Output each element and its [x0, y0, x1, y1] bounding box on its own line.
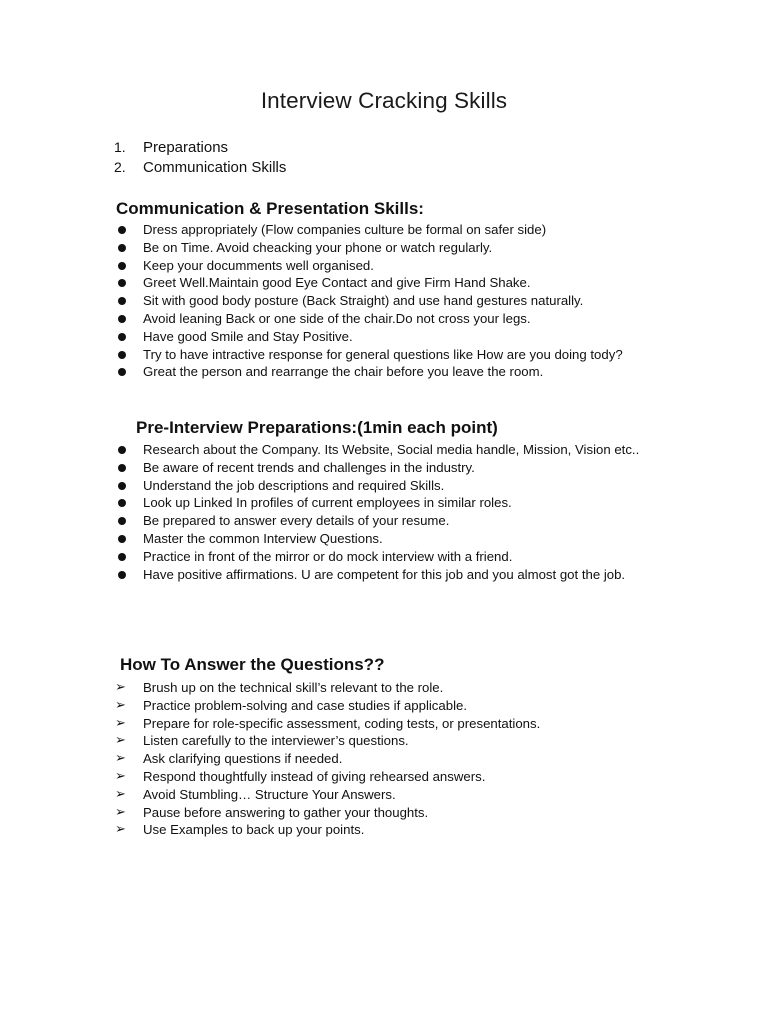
list-item [114, 441, 654, 459]
list-item-text: Preparations [143, 138, 229, 156]
list-item [114, 459, 654, 477]
list-item [114, 679, 654, 697]
list-item-text: Have positive affirmations. U are competent for this job and you almost got the job. [143, 566, 626, 582]
list-item-text: Try to have intractive response for general questions like How are you doing tody? [143, 346, 623, 362]
list-item [114, 310, 654, 328]
list-number: 2. [114, 159, 126, 175]
list-item [114, 548, 654, 566]
list-item-text: Brush up on the technical skill’s relevant to the role. [143, 680, 444, 695]
list-item-text: Practice problem-solving and case studies if applicable. [143, 697, 467, 713]
list-item-text: Great the person and rearrange the chair before you leave the room. [143, 364, 544, 380]
list-item-text: Greet Well.Maintain good Eye Contact and give Firm Hand Shake. [143, 275, 531, 291]
list-item-text: Keep your documments well organised. [143, 257, 374, 273]
list-item [114, 157, 286, 177]
list-item-text: Be prepared to answer every details of your resume. [143, 513, 450, 529]
bullet-icon [118, 351, 126, 359]
list-item [114, 274, 654, 292]
list-item-text: Pause before answering to gather your thoughts. [143, 804, 429, 820]
bullet-icon [118, 482, 126, 490]
bullet-icon [118, 464, 126, 472]
section-heading-communication: Communication & Presentation Skills: [116, 199, 424, 218]
list-item-text: Prepare for role-specific assessment, coding tests, or presentations. [143, 715, 541, 731]
list-item [114, 257, 654, 275]
arrow-bullet-icon: ➢ [115, 751, 126, 767]
list-item [114, 715, 654, 733]
bullet-icon [118, 446, 126, 454]
list-item-text: Sit with good body posture (Back Straight) and use hand gestures naturally. [143, 293, 584, 309]
section-heading-pre-interview: Pre-Interview Preparations:(1min each point) [136, 418, 498, 437]
bullet-icon [118, 517, 126, 525]
list-item [114, 750, 654, 768]
answer-arrow-list [114, 679, 654, 839]
bullet-icon [118, 262, 126, 270]
list-item [114, 786, 654, 804]
bullet-icon [118, 315, 126, 323]
list-item-text: Dress appropriately (Flow companies culture be formal on safer side) [143, 222, 547, 237]
arrow-bullet-icon: ➢ [115, 715, 126, 731]
list-item-text: Research about the Company. Its Website, Social media handle, Mission, Vision etc.. [143, 442, 640, 457]
arrow-bullet-icon: ➢ [115, 680, 126, 695]
list-item-text: Avoid Stumbling… Structure Your Answers. [143, 786, 396, 802]
list-item [114, 804, 654, 822]
section-heading-how-to-answer: How To Answer the Questions?? [120, 655, 385, 674]
list-item-text: Understand the job descriptions and required Skills. [143, 477, 445, 493]
list-item [114, 494, 654, 512]
list-item [114, 221, 654, 239]
arrow-bullet-icon: ➢ [115, 697, 126, 713]
list-item [114, 477, 654, 495]
list-item-text: Avoid leaning Back or one side of the chair.Do not cross your legs. [143, 310, 531, 326]
bullet-icon [118, 553, 126, 561]
list-item-text: Practice in front of the mirror or do mock interview with a friend. [143, 548, 513, 564]
list-item [114, 821, 654, 839]
list-item [114, 512, 654, 530]
arrow-bullet-icon: ➢ [115, 822, 126, 838]
bullet-icon [118, 279, 126, 287]
bullet-icon [118, 499, 126, 507]
arrow-bullet-icon: ➢ [115, 768, 126, 784]
bullet-icon [118, 244, 126, 252]
arrow-bullet-icon: ➢ [115, 804, 126, 820]
list-item-text: Listen carefully to the interviewer’s questions. [143, 733, 409, 749]
list-item [114, 768, 654, 786]
list-item-text: Ask clarifying questions if needed. [143, 751, 343, 767]
communication-bullet-list [114, 221, 654, 381]
list-item [114, 697, 654, 715]
list-item [114, 363, 654, 381]
list-item-text: Look up Linked In profiles of current employees in similar roles. [143, 495, 512, 511]
list-item-text: Be on Time. Avoid cheacking your phone or watch regularly. [143, 239, 493, 255]
list-item-text: Master the common Interview Questions. [143, 530, 383, 546]
bullet-icon [118, 535, 126, 543]
list-item-text: Have good Smile and Stay Positive. [143, 328, 353, 344]
list-item [114, 566, 654, 584]
list-item [114, 732, 654, 750]
bullet-icon [118, 333, 126, 341]
list-item-text: Respond thoughtfully instead of giving rehearsed answers. [143, 768, 486, 784]
intro-numbered-list [114, 137, 286, 177]
bullet-icon [118, 226, 126, 234]
list-item-text: Use Examples to back up your points. [143, 822, 365, 838]
list-item [114, 239, 654, 257]
bullet-icon [118, 297, 126, 305]
list-item [114, 346, 654, 364]
list-item [114, 328, 654, 346]
arrow-bullet-icon: ➢ [115, 786, 126, 802]
list-item [114, 530, 654, 548]
arrow-bullet-icon: ➢ [115, 733, 126, 749]
list-item [114, 292, 654, 310]
list-item-text: Communication Skills [143, 158, 287, 176]
document-title: Interview Cracking Skills [260, 88, 508, 113]
bullet-icon [118, 368, 126, 376]
bullet-icon [118, 571, 126, 579]
list-item-text: Be aware of recent trends and challenges in the industry. [143, 459, 475, 475]
list-item [114, 137, 286, 157]
list-number: 1. [114, 139, 126, 155]
pre-interview-bullet-list [114, 441, 654, 583]
